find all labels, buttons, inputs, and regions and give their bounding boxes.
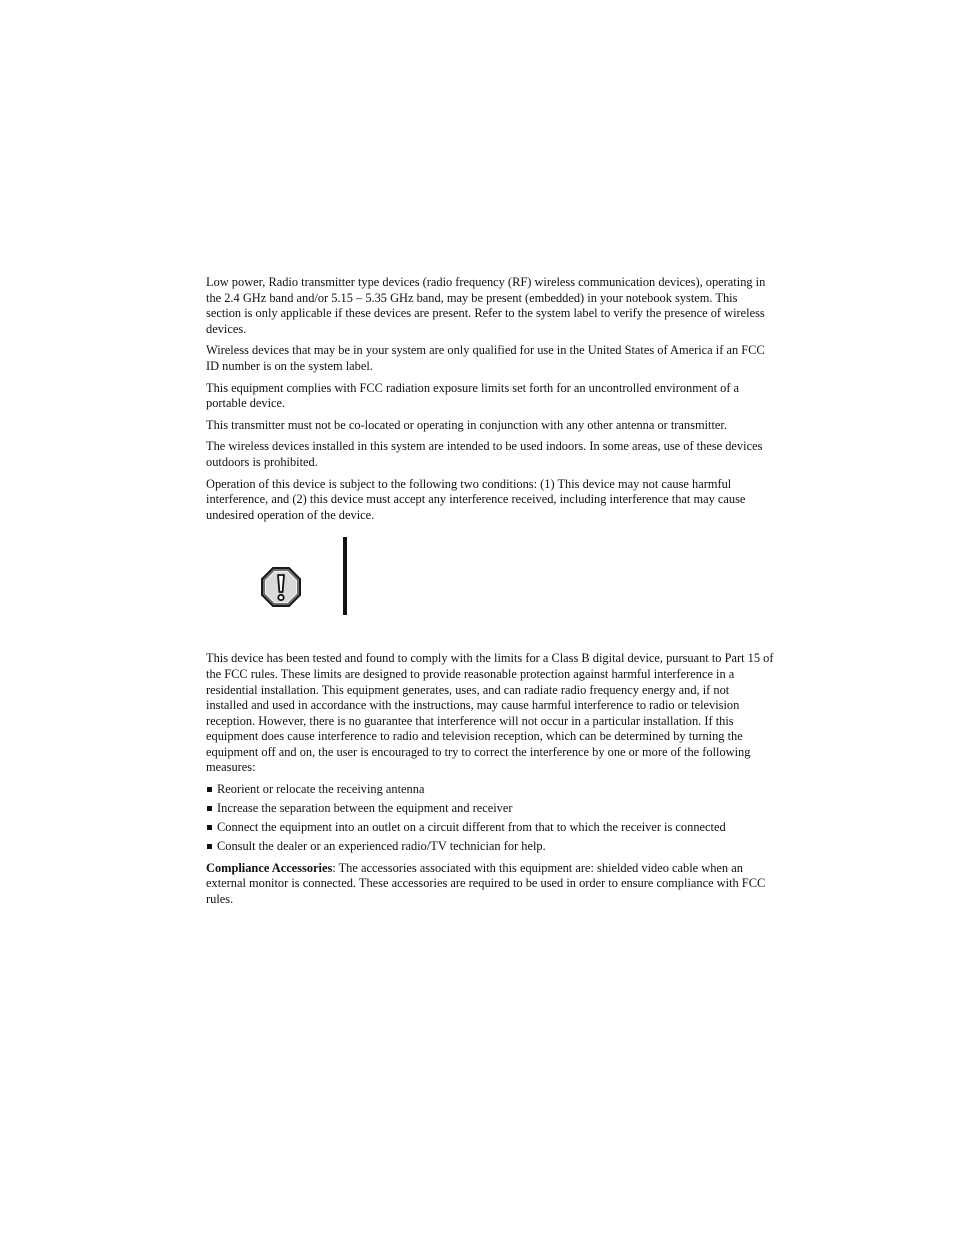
fcc-id-paragraph: Wireless devices that may be in your system are only qualified for use in the United States of America if an FCC ID number is on the system label. [206, 343, 765, 373]
colocation-paragraph: This transmitter must not be co-located or operating in conjunction with any other antenna or transmitter. [206, 417, 727, 432]
list-item [206, 801, 774, 817]
radiation-exposure-paragraph: This equipment complies with FCC radiation exposure limits set forth for an uncontrolled environment of a portable device. [206, 380, 740, 411]
measures-list [206, 782, 774, 855]
bullet-square-icon [207, 844, 212, 849]
list-item-text: Reorient or relocate the receiving antenna [217, 782, 425, 797]
operation-conditions-paragraph: Operation of this device is subject to the following two conditions: (1) This device may not cause harmful interference, and (2) this device must accept any interference received, including interference that may cause undesired operation of the device. [206, 476, 746, 522]
document-body [206, 275, 774, 913]
bullet-square-icon [207, 787, 212, 792]
bullet-square-icon [207, 825, 212, 830]
warning-notice [206, 537, 774, 615]
warning-octagon-icon [260, 566, 302, 608]
wireless-intro-paragraph: Low power, Radio transmitter type devices (radio frequency (RF) wireless communication devices), operating in the 2.4 GHz band and/or 5.15 – 5.35 GHz band, may be present (embedded) in your notebook system. This section is only applicable if these devices are present. Refer to the system label to verify the presence of wireless devices. [206, 275, 766, 336]
compliance-accessories-label: Compliance Accessories [206, 860, 333, 875]
list-item [206, 782, 774, 798]
warning-divider-bar [343, 537, 347, 615]
compliance-accessories-paragraph [206, 861, 774, 908]
list-item [206, 839, 774, 855]
list-item-text: Connect the equipment into an outlet on a circuit different from that to which the receiver is connected [217, 820, 726, 835]
bullet-square-icon [207, 806, 212, 811]
class-b-paragraph: This device has been tested and found to comply with the limits for a Class B digital device, pursuant to Part 15 of the FCC rules. These limits are designed to provide reasonable protection against harmful interference in a residential installation. This equipment generates, uses, and can radiate radio frequency energy and, if not installed and used in accordance with the instructions, may cause harmful interference to radio or television reception. However, there is no guarantee that interference will not occur in a particular installation. If this equipment does cause interference to radio and television reception, which can be determined by turning the equipment off and on, the user is encouraged to try to correct the interference by one or more of the following measures: [206, 651, 774, 775]
list-item [206, 820, 774, 836]
list-item-text: Increase the separation between the equipment and receiver [217, 801, 513, 816]
compliance-accessories-text: : The accessories associated with this equipment are: shielded video cable when an external monitor is connected. These accessories are required to be used in order to ensure compliance with FCC rules. [206, 860, 766, 906]
indoor-use-paragraph: The wireless devices installed in this system are intended to be used indoors. In some areas, use of these devices outdoors is prohibited. [206, 439, 763, 469]
list-item-text: Consult the dealer or an experienced radio/TV technician for help. [217, 839, 546, 854]
